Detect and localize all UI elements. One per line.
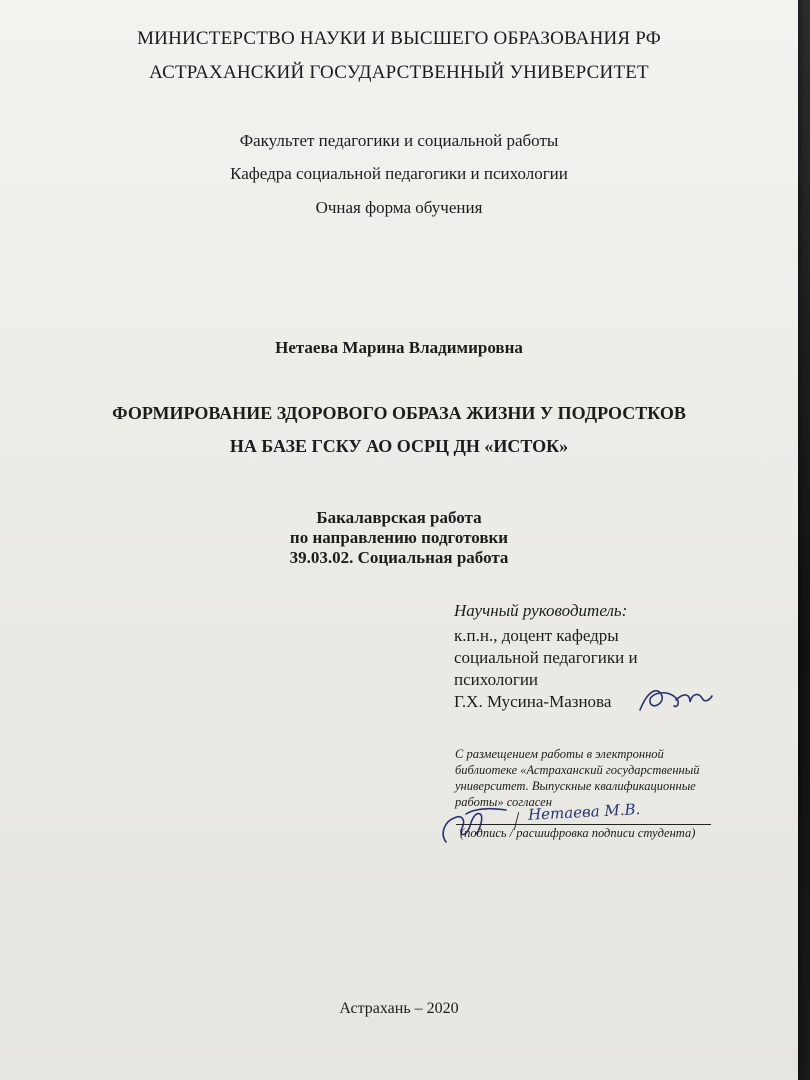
university-heading: АСТРАХАНСКИЙ ГОСУДАРСТВЕННЫЙ УНИВЕРСИТЕТ (149, 62, 649, 83)
student-handwritten-name: Нетаева М.В. (527, 800, 641, 824)
city-year: Астрахань – 2020 (339, 1000, 459, 1017)
consent-line-1: С размещением работы в электронной (455, 747, 664, 761)
thesis-title-line-1: ФОРМИРОВАНИЕ ЗДОРОВОГО ОБРАЗА ЖИЗНИ У ПОДРОСТКОВ (112, 403, 686, 423)
work-code: 39.03.02. Социальная работа (289, 548, 509, 567)
author-name: Нетаева Марина Владимировна (275, 338, 523, 357)
signature-caption: (подпись / расшифровка подписи студента) (460, 826, 696, 840)
background-desk (798, 0, 810, 1080)
work-direction: по направлению подготовки (289, 528, 509, 547)
supervisor-degree: к.п.н., доцент кафедры (454, 626, 619, 645)
supervisor-signature (636, 680, 716, 720)
work-type: Бакалаврская работа (316, 508, 482, 527)
thesis-title-line-2: НА БАЗЕ ГСКУ АО ОСРЦ ДН «ИСТОК» (229, 436, 569, 456)
consent-line-4: работы» согласен (455, 795, 552, 809)
student-signature (436, 800, 516, 850)
supervisor-department-2: психологии (454, 670, 539, 689)
ministry-heading: МИНИСТЕРСТВО НАУКИ И ВЫСШЕГО ОБРАЗОВАНИЯ РФ (137, 28, 661, 49)
supervisor-label: Научный руководитель: (454, 601, 628, 620)
faculty-name: Факультет педагогики и социальной работы (239, 131, 559, 150)
supervisor-department-1: социальной педагогики и (454, 648, 638, 667)
consent-line-2: библиотеке «Астраханский государственный (455, 763, 700, 777)
signature-line (456, 824, 711, 825)
supervisor-name: Г.Х. Мусина-Мазнова (454, 692, 612, 711)
department-name: Кафедра социальной педагогики и психологии (230, 164, 568, 183)
study-form: Очная форма обучения (315, 198, 483, 217)
consent-line-3: университет. Выпускные квалификационные (455, 779, 696, 793)
